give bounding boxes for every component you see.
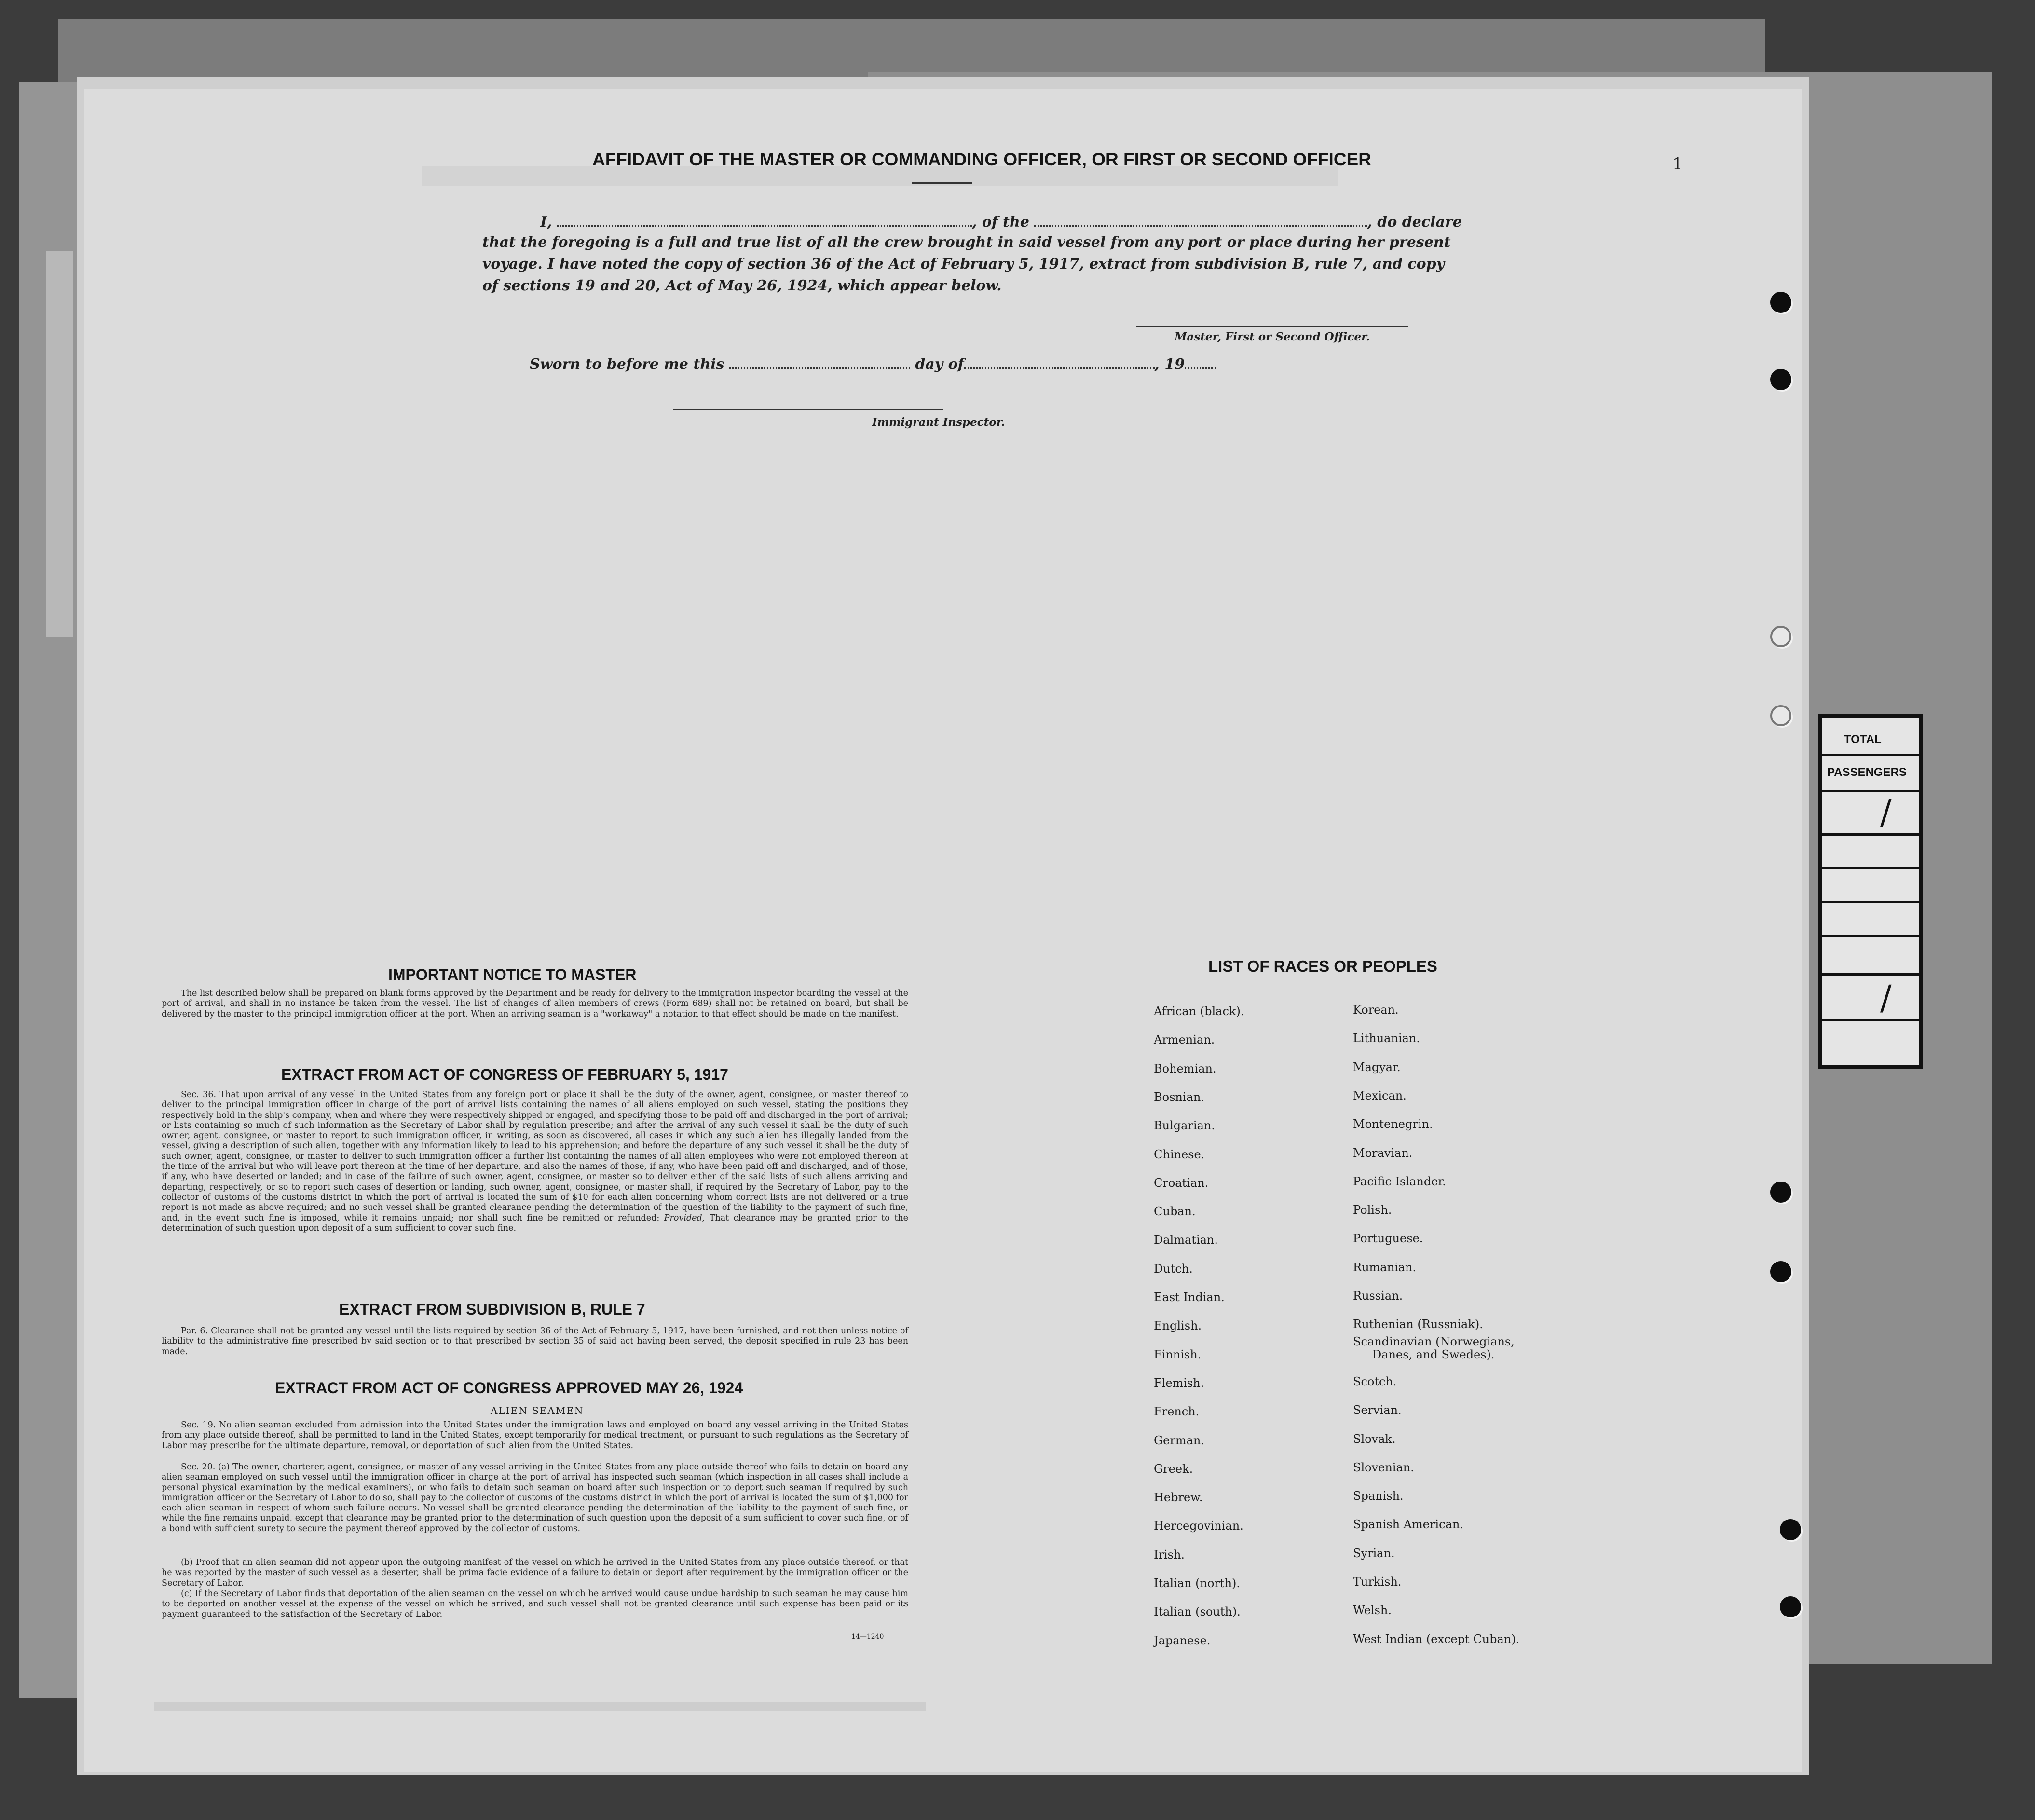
race-item: West Indian (except Cuban). bbox=[1353, 1632, 1520, 1646]
tally-row bbox=[1822, 976, 1919, 1021]
race-item: Hebrew. bbox=[1154, 1491, 1203, 1504]
sworn-line bbox=[530, 356, 1216, 373]
race-item: Bulgarian. bbox=[1154, 1119, 1215, 1132]
race-item: Flemish. bbox=[1154, 1376, 1204, 1390]
binder-hole bbox=[1770, 1261, 1791, 1282]
inspector-signature-line[interactable] bbox=[673, 409, 943, 410]
total-passengers-box bbox=[1818, 714, 1923, 1069]
race-item: Slovak. bbox=[1353, 1432, 1396, 1446]
affidavit-line-4: of sections 19 and 20, Act of May 26, 1924, which appear below. bbox=[482, 277, 1002, 294]
form-number: 14—1240 bbox=[851, 1633, 884, 1641]
vessel-blank[interactable] bbox=[1034, 221, 1367, 227]
race-item: Magyar. bbox=[1353, 1060, 1401, 1074]
race-item: Hercegovinian. bbox=[1154, 1519, 1243, 1533]
year-prefix-label: , 19 bbox=[1154, 356, 1185, 373]
race-item: Spanish American. bbox=[1353, 1518, 1463, 1531]
race-item: Turkish. bbox=[1353, 1575, 1402, 1589]
race-item: Ruthenian (Russniak). bbox=[1353, 1317, 1483, 1331]
race-item: Russian. bbox=[1353, 1289, 1403, 1303]
race-item: Servian. bbox=[1353, 1403, 1402, 1417]
race-item: Mexican. bbox=[1353, 1089, 1407, 1102]
affidavit-line-3: voyage. I have noted the copy of section 36 of the Act of February 5, 1917, extract from subdivision B, rule 7, and copy bbox=[482, 256, 1445, 272]
race-item: Cuban. bbox=[1154, 1205, 1196, 1218]
race-item: Irish. bbox=[1154, 1548, 1185, 1562]
tally-header-cell-2 bbox=[1822, 756, 1919, 792]
sec20c-text: (c) If the Secretary of Labor finds that deportation of the alien seaman on the vessel on which he arrived would cause undue hardship to such seaman he may cause him to be deported on another vessel at the expense of the vessel on which he arrived, and such vessel shall not be granted clearance until such expense has been paid or its payment guaranteed to the satisfaction of the Secretary of Labor. bbox=[162, 1589, 908, 1619]
tally-header-passengers: PASSENGERS bbox=[1827, 766, 1907, 779]
race-item: Moravian. bbox=[1353, 1146, 1413, 1160]
extract-1917-text bbox=[162, 1090, 908, 1234]
tally-header-total: TOTAL bbox=[1844, 733, 1882, 746]
binder-hole bbox=[1770, 705, 1791, 726]
sec19-text: Sec. 19. No alien seaman excluded from admission into the United States under the immigration laws and employed on board any vessel arriving in the United States from any place outside thereof, shall be permitted to land in the United States, except temporarily for medical treatment, or pursuant to such regulations as the Secretary of Labor may prescribe for the ultimate departure, removal, or deportation of such alien from the United States. bbox=[162, 1420, 908, 1451]
race-item: Armenian. bbox=[1154, 1033, 1215, 1046]
side-label-strip bbox=[46, 251, 73, 637]
notice-heading: IMPORTANT NOTICE TO MASTER bbox=[388, 966, 637, 983]
day-of-label: day of bbox=[915, 356, 964, 373]
affidavit-of-the-label: , of the bbox=[971, 214, 1029, 231]
affidavit-declare-label: , do declare bbox=[1367, 214, 1462, 231]
notice-text: The list described below shall be prepared on blank forms approved by the Department and be ready for delivery to the immigration inspector boarding the vessel at the port of arrival, and shall in no instance be taken from the vessel. The list of changes of alien members of crews (Form 689) shall not be retained on board, but shall be delivered by the master to the principal immigration officer at the port. When an arriving seaman is a "workaway" a notation to that effect should be made on the manifest. bbox=[162, 989, 908, 1019]
race-item: Welsh. bbox=[1353, 1603, 1392, 1617]
affidavit-i-label: I, bbox=[540, 214, 552, 231]
race-item: East Indian. bbox=[1154, 1290, 1225, 1304]
binder-hole bbox=[1780, 1596, 1801, 1617]
race-item: Lithuanian. bbox=[1353, 1032, 1420, 1045]
race-item: English. bbox=[1154, 1319, 1202, 1332]
binder-hole bbox=[1770, 369, 1791, 390]
races-heading: LIST OF RACES OR PEOPLES bbox=[1208, 957, 1437, 975]
race-item: Greek. bbox=[1154, 1462, 1193, 1476]
name-blank[interactable] bbox=[557, 221, 972, 227]
race-item: Italian (south). bbox=[1154, 1605, 1241, 1618]
binder-hole bbox=[1770, 292, 1791, 313]
sec36-text-end: That clearance may be granted prior to the determination of such question upon deposit of a sum sufficient to cover such fine. bbox=[162, 1213, 908, 1233]
affidavit-line-1 bbox=[540, 214, 1462, 231]
sworn-day-blank[interactable] bbox=[729, 364, 910, 369]
month-blank[interactable] bbox=[964, 364, 1155, 369]
race-item: Syrian. bbox=[1353, 1547, 1395, 1560]
inspector-signature-label: Immigrant Inspector. bbox=[872, 416, 1005, 429]
race-item: Bosnian. bbox=[1154, 1090, 1204, 1104]
race-item: Rumanian. bbox=[1353, 1261, 1417, 1274]
race-item: French. bbox=[1154, 1405, 1200, 1418]
race-item: Bohemian. bbox=[1154, 1062, 1216, 1075]
race-item: Scandinavian (Norwegians, bbox=[1353, 1335, 1515, 1348]
race-item: Italian (north). bbox=[1154, 1576, 1241, 1590]
sec20b-text: (b) Proof that an alien seaman did not appear upon the outgoing manifest of the vessel on which he arrived in the United States from any place outside thereof, or that he was reported by the master of such vessel as a deserter, shall be prima facie evidence of a failure to detain or deport after requirement by the immigration officer or the Secretary of Labor. bbox=[162, 1558, 908, 1588]
tally-row bbox=[1822, 792, 1919, 836]
race-item: Finnish. bbox=[1154, 1348, 1202, 1361]
tally-mark: / bbox=[1880, 978, 1892, 1018]
master-signature-line[interactable] bbox=[1136, 326, 1408, 327]
affidavit-line-2: that the foregoing is a full and true list of all the crew brought in said vessel from any port or place during her present bbox=[482, 234, 1451, 251]
year-blank[interactable] bbox=[1185, 364, 1216, 369]
race-item: Dalmatian. bbox=[1154, 1233, 1218, 1247]
extract-1924-heading: EXTRACT FROM ACT OF CONGRESS APPROVED MAY 26, 1924 bbox=[275, 1379, 743, 1397]
affidavit-title: AFFIDAVIT OF THE MASTER OR COMMANDING OFFICER, OR FIRST OR SECOND OFFICER bbox=[592, 149, 1371, 169]
sec20a-text: Sec. 20. (a) The owner, charterer, agent, consignee, or master of any vessel arriving in the United States from any place outside thereof who fails to detain on board any alien seaman employed on such vessel until the immigration officer in charge at the port of arrival has inspected such seaman (which inspection in all cases shall include a personal physical examination by the medical examiners), or who fails to detain such seaman on board after such inspection or to deport such seaman if required by such immigration officer or the Secretary of Labor to do so, shall pay to the collector of customs of the customs district in which the port of arrival is located the sum of $1,000 for each alien seaman in respect of whom such failure occurs. No vessel shall be granted clearance pending the determination of the liability to the payment of such fine, or while the fine remains unpaid, except that clearance may be granted prior to the determination of such question upon the deposit of a sum sufficient to cover such fine, or of a bond with sufficient surety to secure the payment thereof approved by the collector of customs. bbox=[162, 1462, 908, 1534]
race-item: African (black). bbox=[1154, 1005, 1244, 1018]
race-item: Montenegrin. bbox=[1353, 1117, 1433, 1131]
extract-rule7-text: Par. 6. Clearance shall not be granted any vessel until the lists required by section 36 of the Act of February 5, 1917, have been furnished, and not then unless notice of liability to the administrative fine prescribed by said section or to that prescribed by section 35 of said act having been served, the deposit specified in rule 23 has been made. bbox=[162, 1326, 908, 1357]
alien-seamen-subheading: ALIEN SEAMEN bbox=[491, 1405, 584, 1416]
tally-row bbox=[1822, 903, 1919, 937]
race-item: Scotch. bbox=[1353, 1375, 1397, 1388]
tally-header-cell bbox=[1822, 718, 1919, 756]
tally-row bbox=[1822, 937, 1919, 976]
binder-hole bbox=[1770, 1182, 1791, 1203]
race-item: Polish. bbox=[1353, 1203, 1392, 1217]
title-rule bbox=[912, 182, 972, 184]
page-number: 1 bbox=[1672, 154, 1683, 174]
race-item: Dutch. bbox=[1154, 1262, 1193, 1276]
race-item: Slovenian. bbox=[1353, 1461, 1414, 1474]
sec36-text: Sec. 36. That upon arrival of any vessel in the United States from any foreign port or place it shall be the duty of the owner, agent, consignee, or master thereof to deliver to the principal immigration officer in charge of the port of arrival lists containing the names of all aliens employed on such vessel, stating the positions they respectively hold in the ship's company, when and where they were respectively shipped or engaged, and specifying those to be paid off and discharged in the port of arrival; or lists containing so much of such information as the Secretary of Labor shall by regulation prescribe; and after the arrival of any such vessel it shall be the duty of such owner, agent, consignee, or master to report to such immigration officer, in writing, as soon as discovered, all cases in which any such alien has illegally landed from the vessel, giving a description of such alien, together with any information likely to lead to his apprehension; and before the departure of any such vessel it shall be the duty of such owner, agent, consignee, or master to deliver to such immigration officer a further list containing the names of all alien employees who were not employed thereon at the time of the arrival but who will leave port thereon at the time of her departure, and also the names of those, if any, who have been paid off and discharged, and of those, if any, who have deserted or landed; and in case of the failure of such owner, agent, consignee, or master so to deliver either of the said lists of such aliens arriving and departing, respectively, or so to report such cases of desertion or landing, such owner, agent, consignee, or master shall, if required by the Secretary of Labor, pay to the collector of customs of the customs district in which the port of arrival is located the sum of $10 for each alien concerning whom correct lists are not delivered or a true report is not made as above required; and no such vessel shall be granted clearance pending the determination of the question of the liability to the payment of such fine, and, in the event such fine is imposed, while it remains unpaid; nor shall such fine be remitted or refunded: bbox=[162, 1090, 908, 1223]
binder-hole bbox=[1770, 626, 1791, 647]
master-signature-label: Master, First or Second Officer. bbox=[1175, 330, 1370, 343]
race-item: Croatian. bbox=[1154, 1176, 1209, 1190]
race-item: Chinese. bbox=[1154, 1148, 1205, 1161]
binder-hole bbox=[1780, 1519, 1801, 1540]
tally-row bbox=[1822, 869, 1919, 903]
sec36-provided: Provided, bbox=[664, 1213, 705, 1223]
tally-row bbox=[1822, 836, 1919, 869]
race-item: Spanish. bbox=[1353, 1489, 1404, 1503]
race-item: Japanese. bbox=[1154, 1634, 1211, 1647]
sworn-label: Sworn to before me this bbox=[530, 356, 724, 373]
race-item: German. bbox=[1154, 1434, 1204, 1447]
race-item: Korean. bbox=[1353, 1003, 1399, 1017]
extract-1917-heading: EXTRACT FROM ACT OF CONGRESS OF FEBRUARY 5, 1917 bbox=[281, 1066, 728, 1083]
tally-mark: / bbox=[1880, 792, 1892, 832]
bleed-through-bottom bbox=[154, 1702, 926, 1711]
extract-rule7-heading: EXTRACT FROM SUBDIVISION B, RULE 7 bbox=[339, 1301, 645, 1318]
race-item: Pacific Islander. bbox=[1353, 1175, 1446, 1188]
race-item: Portuguese. bbox=[1353, 1232, 1423, 1245]
race-item: Danes, and Swedes). bbox=[1372, 1348, 1495, 1361]
